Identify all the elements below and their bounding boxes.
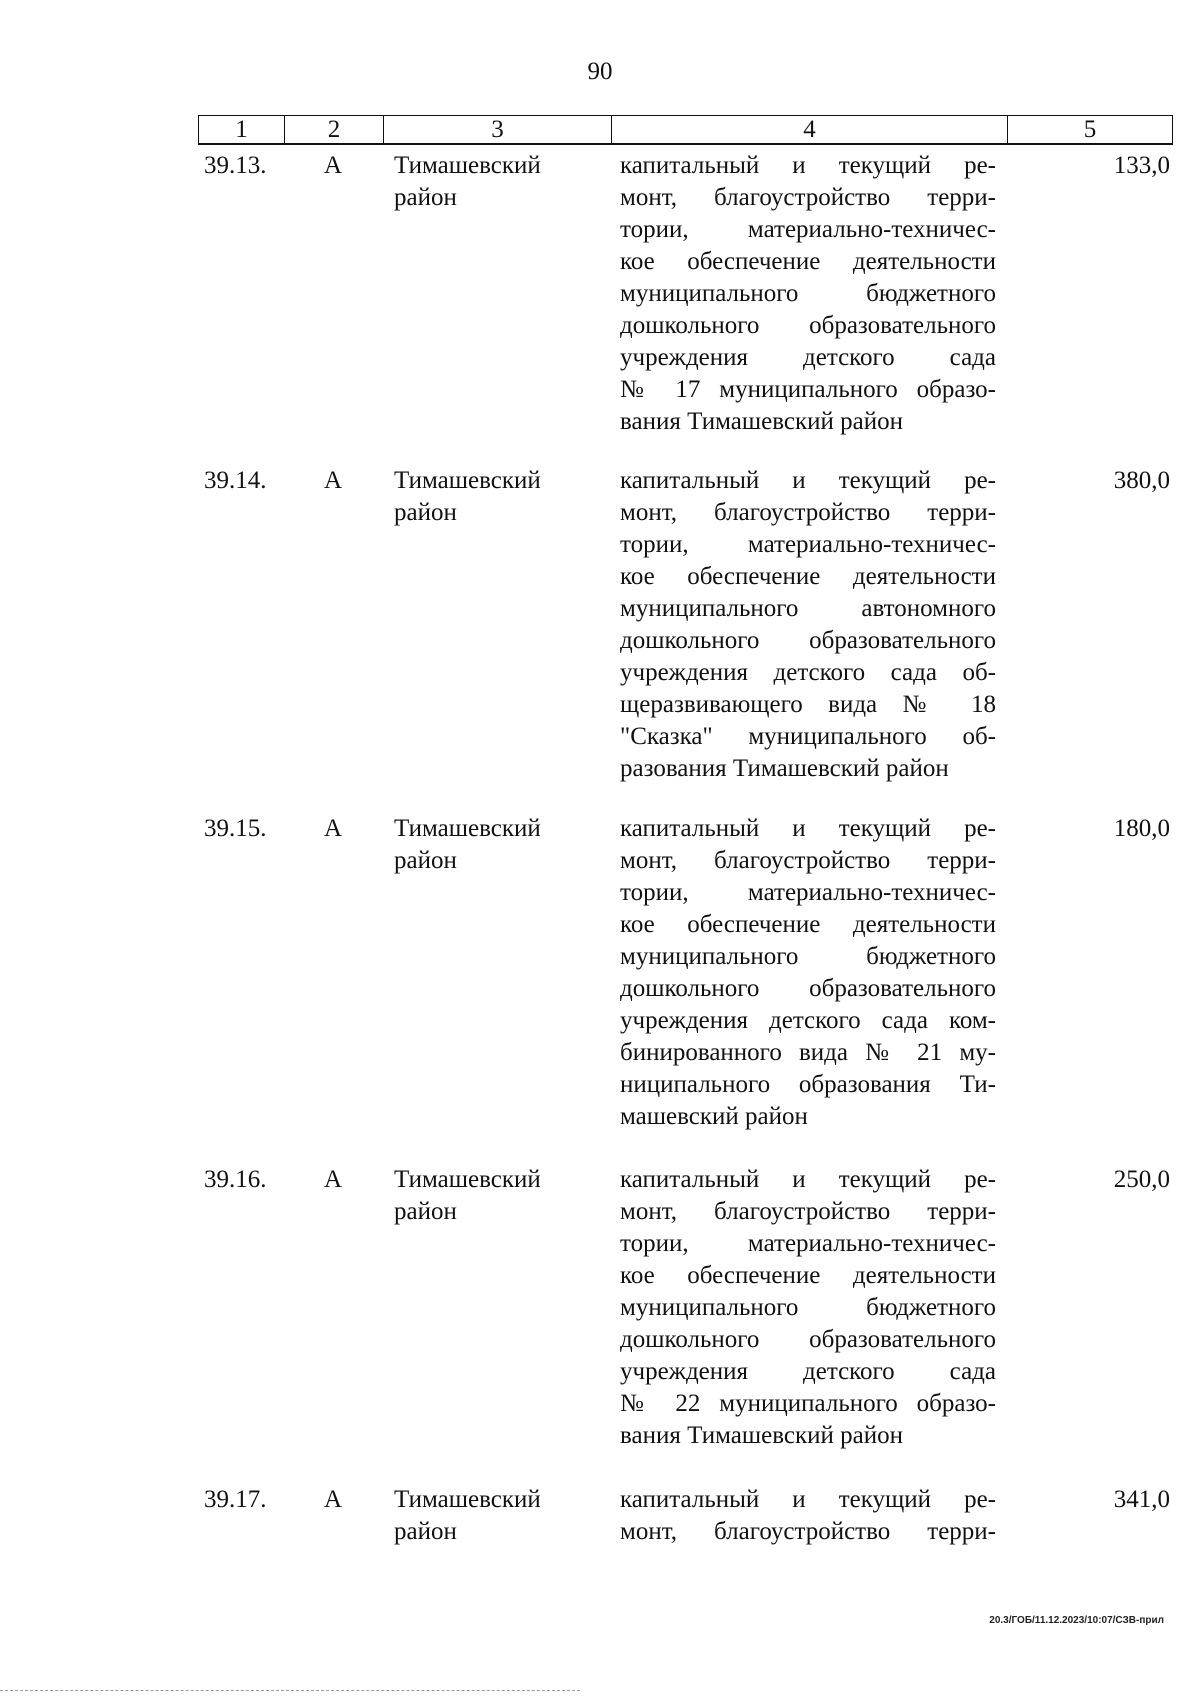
description-line: № 17 муниципального образо- bbox=[620, 376, 996, 403]
row-amount: 341,0 bbox=[1113, 1486, 1170, 1513]
description-line: муниципального автономного bbox=[620, 595, 996, 622]
description-line: капитальный и текущий ре- bbox=[620, 467, 996, 494]
row-district bbox=[394, 1164, 604, 1228]
district-line: район bbox=[394, 847, 457, 874]
description-line: № 22 муниципального образо- bbox=[620, 1390, 996, 1417]
row-number: 39.14. bbox=[204, 467, 267, 494]
description-line: "Сказка" муниципального об- bbox=[620, 723, 996, 750]
page-number: 90 bbox=[587, 58, 613, 85]
row-amount: 250,0 bbox=[1113, 1166, 1170, 1193]
header-col-2: 2 bbox=[285, 116, 384, 143]
description-line: вания Тимашевский район bbox=[620, 1422, 903, 1449]
description-line: тории, материально-техничес- bbox=[620, 879, 996, 906]
description-line: капитальный и текущий ре- bbox=[620, 815, 996, 842]
description-line: капитальный и текущий ре- bbox=[620, 1486, 996, 1513]
description-line: монт, благоустройство терри- bbox=[620, 1198, 996, 1225]
row-amount: 133,0 bbox=[1113, 152, 1170, 179]
row-category: А bbox=[324, 815, 343, 842]
description-line: учреждения детского сада ком- bbox=[620, 1007, 996, 1034]
row-category: А bbox=[324, 1486, 343, 1513]
description-line: тории, материально-техничес- bbox=[620, 531, 996, 558]
description-line: муниципального бюджетного bbox=[620, 1294, 996, 1321]
district-line: Тимашевский bbox=[394, 1166, 541, 1193]
description-line: монт, благоустройство терри- bbox=[620, 499, 996, 526]
description-line: ниципального образования Ти- bbox=[620, 1071, 996, 1098]
description-line: учреждения детского сада bbox=[620, 344, 996, 371]
description-line: муниципального бюджетного bbox=[620, 280, 996, 307]
row-description bbox=[620, 150, 996, 438]
district-line: Тимашевский bbox=[394, 815, 541, 842]
row-amount: 180,0 bbox=[1113, 815, 1170, 842]
row-description bbox=[620, 813, 996, 1133]
document-registration-code: 20.3/ГОБ/11.12.2023/10:07/СЗВ-прил bbox=[989, 1615, 1164, 1626]
row-description bbox=[620, 1484, 996, 1548]
district-line: район bbox=[394, 184, 457, 211]
description-line: монт, благоустройство терри- bbox=[620, 847, 996, 874]
description-line: тории, материально-техничес- bbox=[620, 1230, 996, 1257]
row-category: А bbox=[324, 467, 343, 494]
row-district bbox=[394, 150, 604, 214]
header-col-3: 3 bbox=[384, 116, 612, 143]
header-col-4: 4 bbox=[612, 116, 1008, 143]
description-line: дошкольного образовательного bbox=[620, 312, 996, 339]
row-district bbox=[394, 1484, 604, 1548]
row-number: 39.17. bbox=[204, 1486, 267, 1513]
row-amount: 380,0 bbox=[1113, 467, 1170, 494]
description-line: капитальный и текущий ре- bbox=[620, 152, 996, 179]
description-line: бинированного вида № 21 му- bbox=[620, 1039, 996, 1066]
description-line: кое обеспечение деятельности bbox=[620, 248, 996, 275]
description-line: монт, благоустройство терри- bbox=[620, 1518, 996, 1545]
row-number: 39.13. bbox=[204, 152, 267, 179]
description-line: машевский район bbox=[620, 1103, 808, 1130]
table-header bbox=[198, 115, 1173, 145]
description-line: вания Тимашевский район bbox=[620, 408, 903, 435]
description-line: учреждения детского сада об- bbox=[620, 659, 996, 686]
scan-edge-line bbox=[0, 1690, 580, 1692]
description-line: кое обеспечение деятельности bbox=[620, 563, 996, 590]
description-line: монт, благоустройство терри- bbox=[620, 184, 996, 211]
row-description bbox=[620, 465, 996, 785]
description-line: кое обеспечение деятельности bbox=[620, 1262, 996, 1289]
description-line: кое обеспечение деятельности bbox=[620, 911, 996, 938]
district-line: район bbox=[394, 1518, 457, 1545]
district-line: район bbox=[394, 499, 457, 526]
district-line: Тимашевский bbox=[394, 152, 541, 179]
description-line: дошкольного образовательного bbox=[620, 975, 996, 1002]
description-line: учреждения детского сада bbox=[620, 1358, 996, 1385]
description-line: капитальный и текущий ре- bbox=[620, 1166, 996, 1193]
description-line: щеразвивающего вида № 18 bbox=[620, 691, 996, 718]
district-line: Тимашевский bbox=[394, 467, 541, 494]
district-line: Тимашевский bbox=[394, 1486, 541, 1513]
row-number: 39.15. bbox=[204, 815, 267, 842]
row-district bbox=[394, 813, 604, 877]
header-col-5: 5 bbox=[1083, 116, 1097, 143]
description-line: дошкольного образовательного bbox=[620, 1326, 996, 1353]
description-line: разования Тимашевский район bbox=[620, 755, 949, 782]
row-number: 39.16. bbox=[204, 1166, 267, 1193]
district-line: район bbox=[394, 1198, 457, 1225]
description-line: тории, материально-техничес- bbox=[620, 216, 996, 243]
header-col-1: 1 bbox=[199, 116, 285, 143]
description-line: дошкольного образовательного bbox=[620, 627, 996, 654]
row-category: А bbox=[324, 1166, 343, 1193]
row-district bbox=[394, 465, 604, 529]
row-description bbox=[620, 1164, 996, 1452]
description-line: муниципального бюджетного bbox=[620, 943, 996, 970]
row-category: А bbox=[324, 152, 343, 179]
